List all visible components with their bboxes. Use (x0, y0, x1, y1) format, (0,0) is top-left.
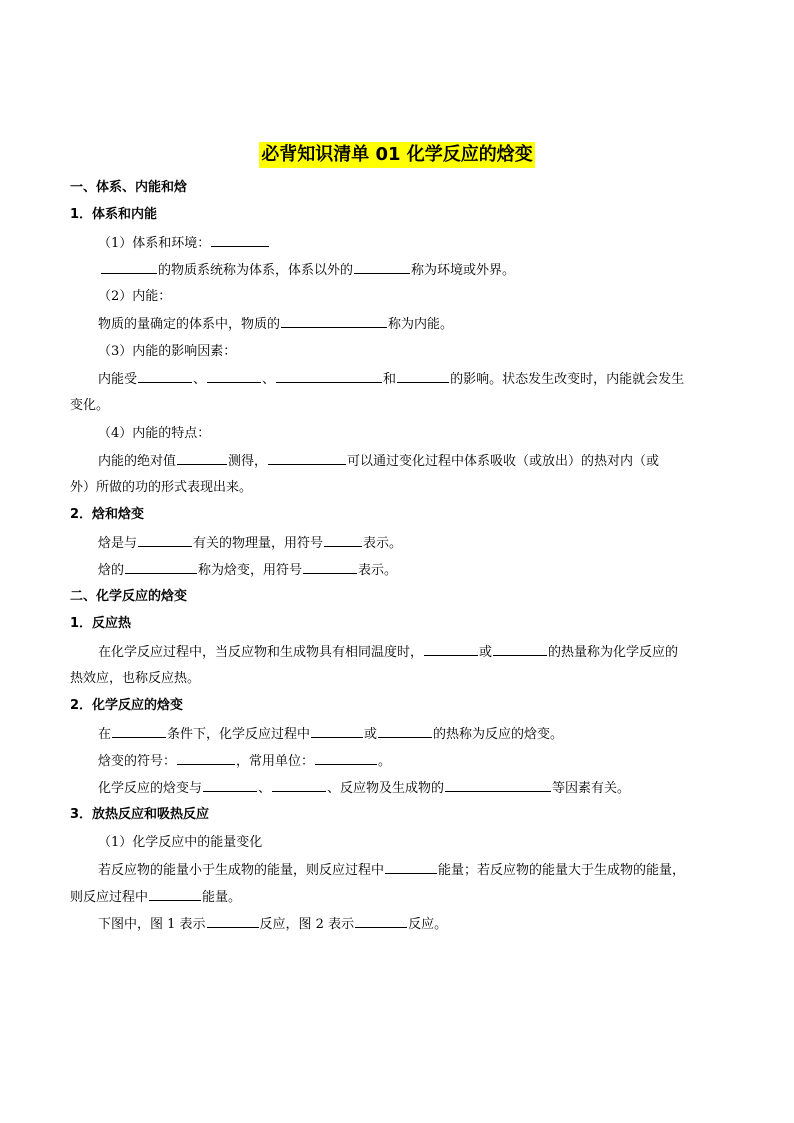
fill-blank (149, 888, 201, 901)
text-span: 焓的 (98, 563, 125, 578)
text-span: 反应，图 2 表示 (259, 917, 355, 932)
text-span: 焓是与 (98, 536, 138, 551)
text-span: 化学反应的焓变与 (98, 781, 203, 796)
text-line (98, 861, 685, 880)
text-line (98, 725, 563, 744)
subsection-heading-2-3: 3．放热反应和吸热反应 (70, 807, 210, 822)
text-span: 和 (383, 372, 397, 387)
text-line (98, 561, 397, 580)
fill-blank (101, 261, 157, 274)
text-span: ，常用单位： (236, 754, 315, 769)
text-span: 内能受 (98, 372, 138, 387)
text-span: 称为焓变，用符号 (198, 563, 303, 578)
fill-blank (211, 234, 269, 247)
text-span: 能量。 (202, 890, 242, 905)
section-heading-1: 一、体系、内能和焓 (70, 180, 188, 195)
fill-blank (177, 452, 227, 465)
fill-blank (138, 370, 192, 383)
text-span: 的热量称为化学反应的 (548, 645, 679, 660)
text-span: 物质的量确定的体系中，物质的 (98, 317, 281, 332)
text-line (98, 234, 270, 253)
text-span: 可以通过变化过程中体系吸收（或放出）的热对内（或 (347, 454, 660, 469)
text-span: 、 (193, 372, 207, 387)
text-span: 、反应物及生成物的 (327, 781, 445, 796)
text-span: 称为内能。 (388, 317, 454, 332)
title-wrap (0, 142, 794, 168)
text-span: 能量；若反应物的能量大于生成物的能量， (438, 863, 686, 878)
text-line: （4）内能的特点： (98, 426, 211, 441)
text-line (98, 643, 678, 662)
text-span: 、 (262, 372, 276, 387)
text-span: 。 (378, 754, 392, 769)
fill-blank (276, 370, 382, 383)
text-line: 变化。 (70, 398, 110, 413)
fill-blank (303, 561, 357, 574)
fill-blank (315, 752, 377, 765)
fill-blank (125, 561, 197, 574)
text-span: 若反应物的能量小于生成物的能量，则反应过程中 (98, 863, 385, 878)
text-span: 在化学反应过程中，当反应物和生成物具有相同温度时， (98, 645, 424, 660)
text-line (98, 779, 630, 798)
subsection-heading-1-1: 1．体系和内能 (70, 207, 158, 222)
text-span: 、 (258, 781, 272, 796)
fill-blank (268, 452, 346, 465)
text-line: （3）内能的影响因素： (98, 344, 237, 359)
subsection-heading-2-2: 2．化学反应的焓变 (70, 698, 184, 713)
text-line (98, 370, 684, 389)
text-span: 等因素有关。 (552, 781, 631, 796)
page-title: 必背知识清单 01 化学反应的焓变 (259, 142, 535, 168)
fill-blank (177, 752, 235, 765)
section-heading-2: 二、化学反应的焓变 (70, 589, 188, 604)
text-line: （2）内能： (98, 289, 172, 304)
text-span: 内能的绝对值 (98, 454, 177, 469)
text-line: 外）所做的功的形式表现出来。 (70, 480, 253, 495)
fill-blank (207, 370, 261, 383)
fill-blank (272, 779, 326, 792)
fill-blank (207, 915, 259, 928)
text-span: 测得， (228, 454, 268, 469)
fill-blank (378, 725, 432, 738)
fill-blank (311, 725, 363, 738)
fill-blank (324, 534, 362, 547)
text-span: 或 (479, 645, 493, 660)
text-span: 的热称为反应的焓变。 (433, 727, 564, 742)
fill-blank (385, 861, 437, 874)
text-span: 的物质系统称为体系，体系以外的 (158, 263, 354, 278)
text-span: 焓变的符号： (98, 754, 177, 769)
text-line: （1）化学反应中的能量变化 (98, 835, 263, 850)
fill-blank (445, 779, 551, 792)
text-span: 在 (98, 727, 112, 742)
fill-blank (203, 779, 257, 792)
fill-blank (397, 370, 449, 383)
text-span: 或 (364, 727, 378, 742)
text-span: 下图中，图 1 表示 (98, 917, 206, 932)
text-span: 称为环境或外界。 (411, 263, 516, 278)
text-line (100, 261, 515, 280)
subsection-heading-2-1: 1．反应热 (70, 616, 132, 631)
subsection-heading-1-2: 2．焓和焓变 (70, 507, 145, 522)
fill-blank (112, 725, 166, 738)
text-line (98, 452, 659, 471)
text-line: 热效应，也称反应热。 (70, 671, 201, 686)
fill-blank (493, 643, 547, 656)
text-span: 表示。 (358, 563, 398, 578)
fill-blank (281, 315, 387, 328)
text-line (98, 534, 402, 553)
text-span: 反应。 (408, 917, 448, 932)
text-span: 有关的物理量，用符号 (193, 536, 324, 551)
fill-blank (355, 915, 407, 928)
text-line (98, 315, 453, 334)
text-span: 表示。 (363, 536, 403, 551)
text-line (98, 915, 447, 934)
fill-blank (354, 261, 410, 274)
text-span: （1）体系和环境： (98, 236, 211, 251)
fill-blank (138, 534, 192, 547)
text-span: 条件下，化学反应过程中 (167, 727, 311, 742)
text-span: 则反应过程中 (70, 890, 149, 905)
text-line (98, 752, 391, 771)
text-line (70, 888, 241, 907)
fill-blank (424, 643, 478, 656)
text-span: 的影响。状态发生改变时，内能就会发生 (450, 372, 685, 387)
